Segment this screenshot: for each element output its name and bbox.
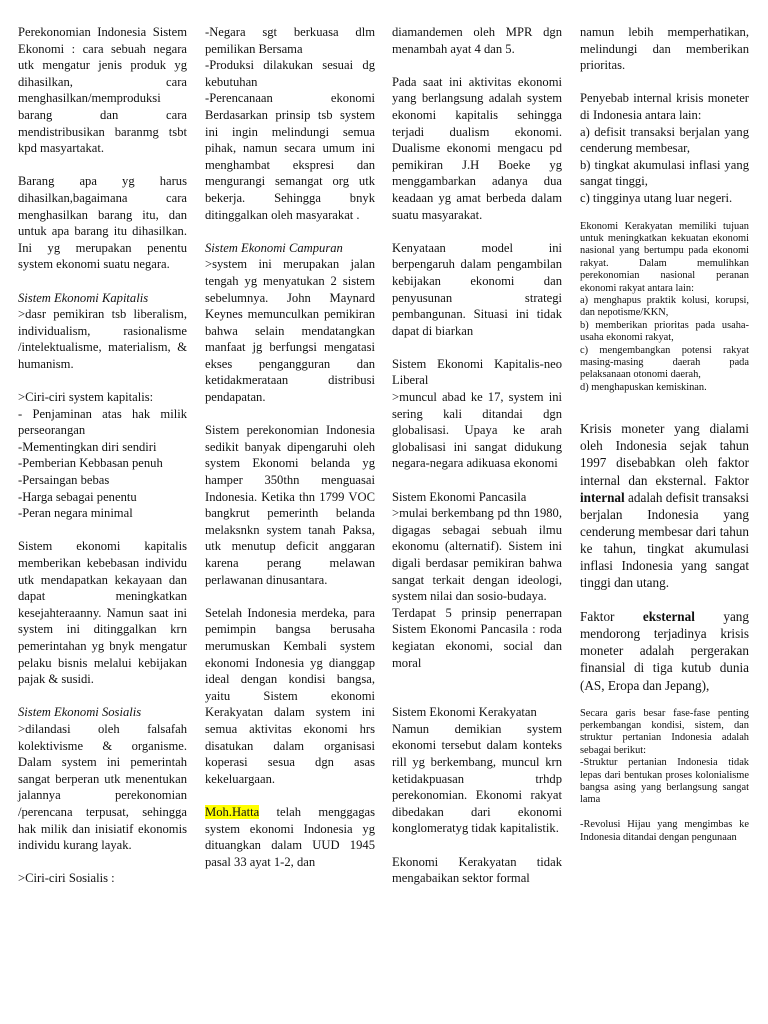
paragraph-kapitalis-desc: Sistem ekonomi kapitalis memberikan kebebasan individu utk mendapatkan kekayaan dan dapat meningkatkan kesejahteraanny. Namun saat ini system ini ditinggalkan krn pemerintahan yg bnyk mengatur pelaku bisnis melalui kebijakan pajak & susidi. — [18, 539, 187, 687]
krisis-bold: internal — [580, 489, 625, 505]
list-item: -Peran negara minimal — [18, 506, 133, 521]
heading-ciri-sosialis: >Ciri-ciri Sosialis : — [18, 871, 115, 886]
heading-ciri-kapitalis: >Ciri-ciri system kapitalis: — [18, 390, 154, 405]
list-item: a) menghapus praktik kolusi, korupsi, dan nepotisme/KKN, — [580, 294, 749, 319]
list-item: b) tingkat akumulasi inflasi yang sangat tinggi, — [580, 157, 749, 189]
list-item: c) tingginya utang luar negeri. — [580, 190, 733, 205]
list-item: -Persaingan bebas — [18, 473, 110, 488]
paragraph-pancasila: >mulai berkembang pd thn 1980, digagas sebagai sebuah ilmu ekonomu (alternatif). Sistem ini digali berdasar pemikiran bahwa sangat terkait dengan ideologi, system nilai dan sosio-budaya. — [392, 506, 562, 604]
block-tujuan — [580, 221, 749, 395]
list-item: -Perencanaan ekonomi Berdasarkan prinsip tsb system ini ingin melindungi semua pihak, namun secara umum ini menghambat ekspresi dan mengurangi semangat org utk bekerja. Sehingga bnyk ditinggalkan oleh masyarakat . — [205, 91, 375, 222]
paragraph-dualisme: Pada saat ini aktivitas ekonomi yang berlangsung adalah system ekonomi kapitalis sehingga terjadi dualism ekonomi. Dualisme ekonomi mengacu pd pemikiran J.H Boeke yg menggambarkan adanya dua keadaan yg amat berbeda dalam suatu masyarakat. — [392, 74, 562, 222]
heading-penyebab: Penyebab internal krisis moneter di Indonesia antara lain: — [580, 91, 749, 122]
hatta-text: telah menggagas system ekonomi Indonesia yg dituangkan dalam UUD 1945 pasal 33 ayat 1-2, dan — [205, 804, 375, 869]
paragraph-barang: Barang apa yg harus dihasilkan,bagaimana cara menghasilkan barang itu, dan untuk apa barang itu dihasilkan. Ini yg merupakan penentu system ekonomi suatu negara. — [18, 174, 187, 272]
column-1 — [18, 24, 187, 887]
paragraph-garis-besar: Secara garis besar fase-fase penting perkembangan kondisi, sistem, dan struktur pertanian Indonesia adalah sebagai berikut: — [580, 707, 749, 756]
heading-kapitalis: Sistem Ekonomi Kapitalis — [18, 290, 149, 305]
paragraph-sejarah: Sistem perekonomian Indonesia sedikit banyak dipengaruhi oleh system Ekonomi belanda yg hamper 350thn menguasai Indonesia. Ketika thn 1799 VOC bangkrut pemerinth belanda melaksnkn system tanah Paksa, utk menutup deficit anggaran karena perang melawan perlawanan dinusantara. — [205, 423, 375, 587]
list-ciri-kapitalis — [18, 406, 187, 522]
paragraph-kapitalis: >dasr pemikiran tsb liberalism, individualism, rasionalisme /intelektualisme, materialism, & humanism. — [18, 307, 187, 371]
column-3 — [392, 24, 562, 887]
list-item: - Penjaminan atas hak milik perseorangan — [18, 406, 187, 438]
list-item: -Struktur pertanian Indonesia tidak lepas dari bentukan proses kolonialisme bangsa asing yang berlangsung sangat lama — [580, 757, 749, 806]
paragraph-campuran: >system ini merupakan jalan tengah yg menyatukan 2 sistem sebelumnya. John Maynard Keynes memunculkan pemikiran bahwa selain mendatangkan manfaat jg berfungsi mengatasi ekses pengangguran dan ketidakmerataan distribusi pendapatan. — [205, 257, 375, 405]
paragraph-kenyataan: Kenyataan model ini berpengaruh dalam pengambilan kebijakan ekonomi dan penyusunan strategi pembangunan. Situasi ini tidak dapat di biarkan — [392, 240, 562, 338]
eksternal-text-post: yang mendorong terjadinya krisis moneter adalah pergerakan finansial di tiga kutub dunia (AS, Eropa dan Jepang), — [580, 609, 749, 693]
paragraph-kerakyatan-end: Ekonomi Kerakyatan tidak mengabaikan sektor formal — [392, 854, 562, 886]
paragraph-hatta — [205, 804, 375, 870]
highlighted-name: Moh.Hatta — [205, 804, 260, 819]
list-item: a) defisit transaksi berjalan yang cenderung membesar, — [580, 124, 749, 156]
paragraph-neoliberal: >muncul abad ke 17, system ini sering kali ditandai dgn globalisasi. Upaya ke arah globalisasi ini sangat didukung negara-negara adikuasa ekonomi — [392, 390, 562, 471]
list-item: -Produksi dilakukan sesuai dg kebutuhan — [205, 58, 375, 89]
column-4 — [580, 24, 749, 844]
paragraph-amandemen: diamandemen oleh MPR dgn menambah ayat 4 dan 5. — [392, 25, 562, 56]
heading-neoliberal: Sistem Ekonomi Kapitalis-neo Liberal — [392, 356, 562, 388]
list-item: -Negara sgt berkuasa dlm pemilikan Bersama — [205, 25, 375, 56]
heading-campuran: Sistem Ekonomi Campuran — [205, 240, 343, 255]
paragraph-eksternal — [580, 608, 749, 693]
list-item: -Mementingkan diri sendiri — [18, 439, 157, 454]
paragraph-tujuan: Ekonomi Kerakyatan memiliki tujuan untuk meningkatkan kekuatan ekonomi nasional yang bertumpu pada ekonomi rakyat. Dalam memulihkan perekonomian nasional peranan ekonomi rakyat antara lain: — [580, 220, 749, 294]
paragraph-intro: Perekonomian Indonesia Sistem Ekonomi : cara sebuah negara utk mengatur jenis produk yg dihasilkan, cara menghasilkan/memproduksi barang dan cara mendistribusikan baranmg tsbt kpd masyartakat. — [18, 25, 187, 156]
block-pertanian — [580, 708, 749, 844]
paragraph-prinsip: Terdapat 5 prinsip penerrapan Sistem Ekonomi Pancasila : roda kegiatan ekonomi, social dan moral — [392, 605, 562, 670]
paragraph-kerakyatan: Namun demikian system ekonomi tersebut dalam konteks rill yg berkembang, muncul krn ketidakpuasan trhdp perekonomian. Ekonomi rakyat dibedakan dari ekonomi konglomeratyg tidak kapitalistik. — [392, 721, 562, 836]
paragraph-merdeka: Setelah Indonesia merdeka, para pemimpin bangsa berusaha merumuskan Kembali system ekonomi Indonesia yg dianggap ideal dengan kondisi bangsa, yaitu Sistem ekonomi Kerakyatan dalam system ini semua aktivitas ekonomi hrs disatukan dalam organisasi koperasi sesua dgn asas kekeluargaan. — [205, 605, 375, 786]
list-item: -Pemberian Kebbasan penuh — [18, 456, 163, 471]
paragraph-lanjut: namun lebih memperhatikan, melindungi dan memberikan prioritas. — [580, 25, 749, 73]
list-item: c) mengembangkan potensi rakyat masing-masing daerah pada pelaksanaan otonomi daerah, — [580, 344, 749, 381]
list-item: -Harga sebagai penentu — [18, 489, 137, 504]
eksternal-text-pre: Faktor — [580, 609, 643, 625]
list-item: d) menghapuskan kemiskinan. — [580, 381, 707, 393]
list-item: b) memberikan prioritas pada usaha-usaha ekonomi rakyat, — [580, 319, 749, 344]
paragraph-revolusi: -Revolusi Hijau yang mengimbas ke Indonesia ditandai dengan pengunaan — [580, 819, 749, 843]
paragraph-sosialis: >dilandasi oleh falsafah kolektivisme & organisme. Dalam system ini pemerintah sangat berperan utk menentukan jalannya perekonomian /perencana terpusat, sehingga hak milik dan inisiatif ekonomis individu kurang layak. — [18, 721, 187, 853]
krisis-text-post: adalah defisit transaksi berjalan Indonesia yang cenderung membesar dari tahun ke tahun, tingkat akumulasi inflasi Indonesia yang sangat tinggi dan utang. — [580, 489, 749, 591]
krisis-text-pre: Krisis moneter yang dialami oleh Indonesia sejak tahun 1997 disebabkan oleh faktor internal dan eksternal. Faktor — [580, 421, 749, 488]
column-2 — [205, 24, 375, 870]
paragraph-krisis — [580, 420, 749, 591]
heading-sosialis: Sistem Ekonomi Sosialis — [18, 705, 142, 720]
heading-kerakyatan: Sistem Ekonomi Kerakyatan — [392, 705, 537, 720]
eksternal-bold: eksternal — [642, 609, 695, 625]
heading-pancasila: Sistem Ekonomi Pancasila — [392, 489, 527, 504]
